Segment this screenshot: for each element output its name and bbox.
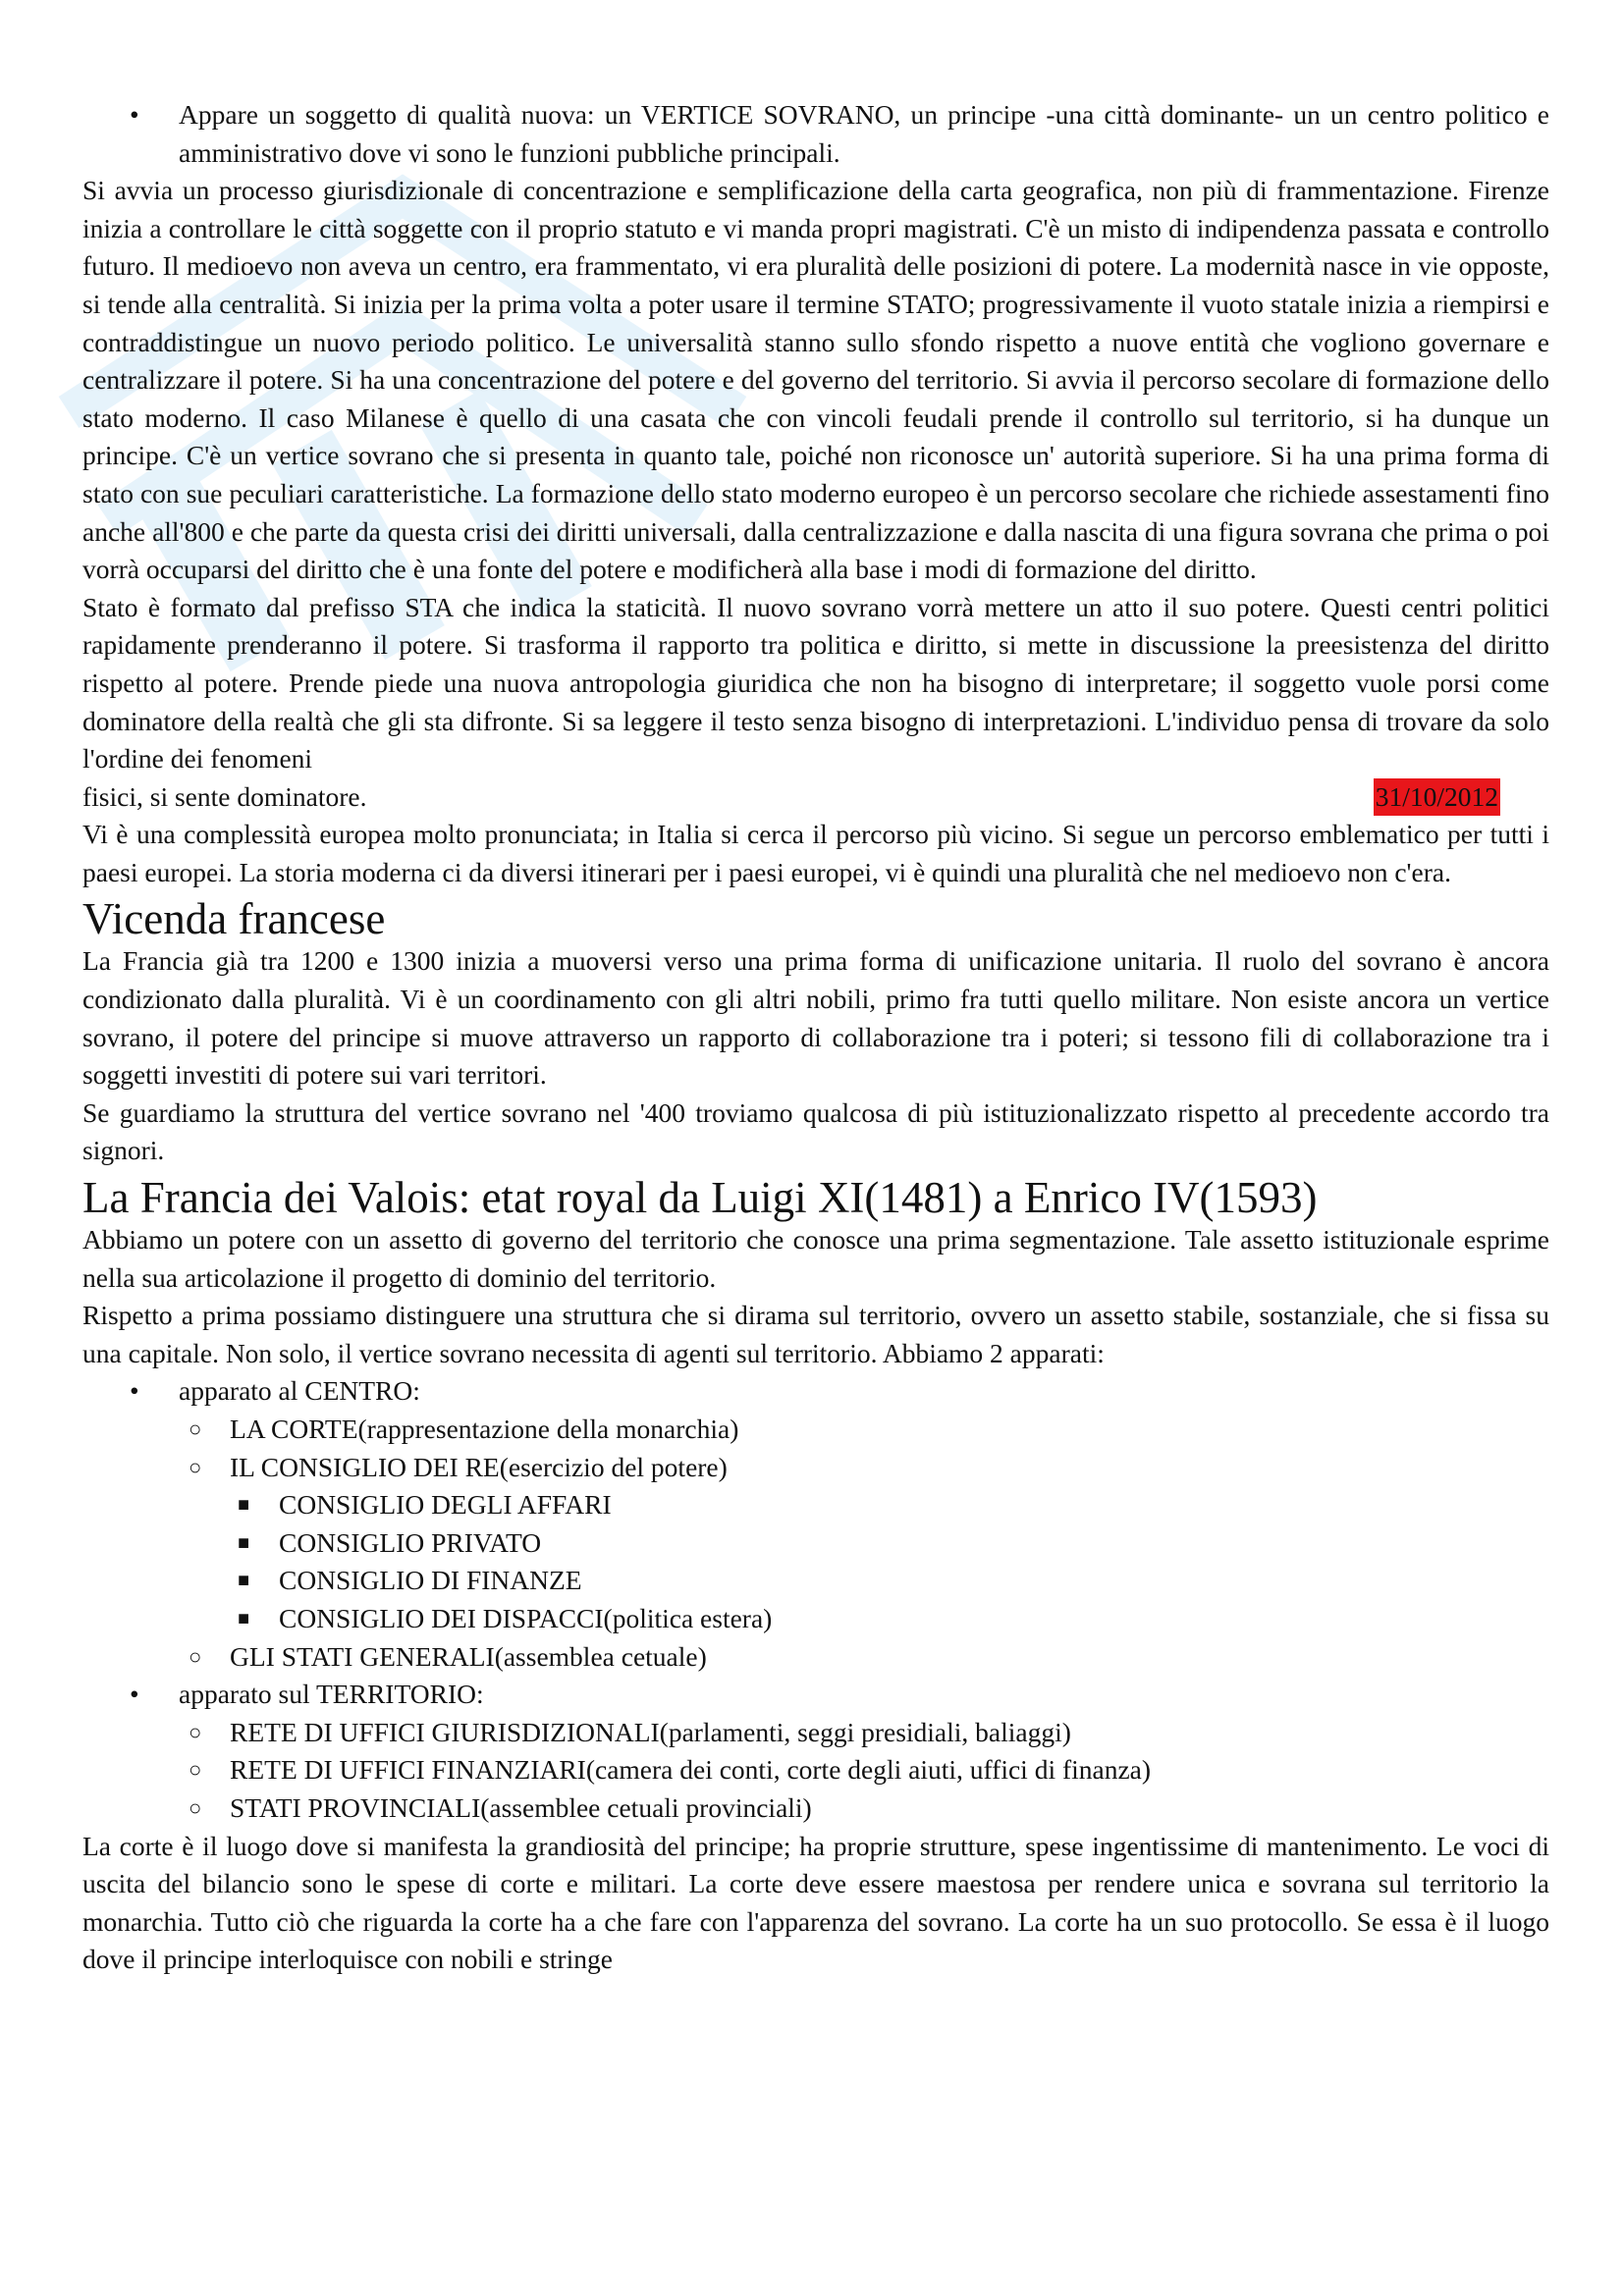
list-item: ○ IL CONSIGLIO DEI RE(esercizio del potere) <box>82 1449 1549 1487</box>
square-bullet-icon: ■ <box>238 1570 250 1592</box>
paragraph: La Francia già tra 1200 e 1300 inizia a muoversi verso una prima forma di unificazione unitaria. Il ruolo del sovrano è ancora condizionato dalla pluralità. Vi è un coordinamento con gli altri nobili, primo fra tutti quello militare. Non esiste ancora un vertice sovrano, il potere del principe si muove attraverso un rapporto di collaborazione tra i poteri; si tessono fili di collaborazione tra i soggetti investiti di potere sui vari territori. <box>82 945 1549 1091</box>
intro-bullet: • Appare un soggetto di qualità nuova: un VERTICE SOVRANO, un principe -una città dominante- un un centro politico e amministrativo dove vi sono le funzioni pubbliche principali. <box>82 96 1549 172</box>
paragraph: La corte è il luogo dove si manifesta la grandiosità del principe; ha proprie strutture, spese ingentissime di mantenimento. Le voci di uscita del bilancio sono le spese di corte e militari. La corte deve essere maestosa per rendere unica e sovrana sul territorio la monarchia. Tutto ciò che riguarda la corte ha a che fare con l'apparenza del sovrano. La corte ha un suo protocollo. Se essa è il luogo dove il principe interloquisce con nobili e stringe <box>82 1830 1549 1975</box>
circle-bullet-icon: ○ <box>189 1757 202 1783</box>
list-item: • apparato sul TERRITORIO: <box>82 1676 1549 1714</box>
date-highlight: 31/10/2012 <box>1374 778 1500 817</box>
square-bullet-icon: ■ <box>238 1531 250 1554</box>
list-item: ■ CONSIGLIO DEGLI AFFARI <box>82 1486 1549 1524</box>
bullet-icon: • <box>130 1679 139 1710</box>
paragraph-last-line: fisici, si sente dominatore. 31/10/2012 <box>82 778 1549 817</box>
list-item: • apparato al CENTRO: <box>82 1372 1549 1411</box>
list-item: ○ STATI PROVINCIALI(assemblee cetuali provinciali) <box>82 1789 1549 1828</box>
list-item: ■ CONSIGLIO DEI DISPACCI(politica estera) <box>82 1600 1549 1638</box>
bullet-icon: • <box>130 1375 139 1407</box>
document-page <box>82 96 1549 1979</box>
list-item: ○ RETE DI UFFICI FINANZIARI(camera dei conti, corte degli aiuti, uffici di finanza) <box>82 1751 1549 1789</box>
list-item: ■ CONSIGLIO PRIVATO <box>82 1524 1549 1563</box>
paragraph: Stato è formato dal prefisso STA che indica la staticità. Il nuovo sovrano vorrà mettere un atto il suo potere. Questi centri politici rapidamente prenderanno il potere. Si trasforma il rapporto tra politica e diritto, si mette in discussione la preesistenza del diritto rispetto al potere. Prende piede una nuova antropologia giuridica che non ha bisogno di interpretare; il soggetto vuole porsi come dominatore della realtà che gli sta difronte. Si sa leggere il testo senza bisogno di interpretazioni. L'individuo pensa di trovare da solo l'ordine dei fenomeni <box>82 591 1549 774</box>
list-item: ■ CONSIGLIO DI FINANZE <box>82 1562 1549 1600</box>
square-bullet-icon: ■ <box>238 1607 250 1629</box>
bullet-icon: • <box>130 99 139 130</box>
circle-bullet-icon: ○ <box>189 1643 202 1669</box>
heading-francia-valois: La Francia dei Valois: etat royal da Luigi XI(1481) a Enrico IV(1593) <box>82 1173 1318 1223</box>
paragraph: Abbiamo un potere con un assetto di governo del territorio che conosce una prima segmentazione. Tale assetto istituzionale esprime nella sua articolazione il progetto di dominio del territorio. <box>82 1224 1549 1293</box>
paragraph: Rispetto a prima possiamo distinguere una struttura che si dirama sul territorio, ovvero un assetto stabile, sostanziale, che si fissa su una capitale. Non solo, il vertice sovrano necessita di agenti sul territorio. Abbiamo 2 apparati: <box>82 1300 1549 1368</box>
paragraph: Se guardiamo la struttura del vertice sovrano nel '400 troviamo qualcosa di più istituzionalizzato rispetto al precedente accordo tra signori. <box>82 1096 1549 1166</box>
circle-bullet-icon: ○ <box>189 1454 202 1479</box>
paragraph: Vi è una complessità europea molto pronunciata; in Italia si cerca il percorso più vicino. Si segue un percorso emblematico per tutti i paesi europei. La storia moderna ci da diversi itinerari per i paesi europei, vi è quindi una pluralità che nel medioevo non c'era. <box>82 819 1549 887</box>
heading-vicenda-francese: Vicenda francese <box>82 894 386 944</box>
list-item: ○ GLI STATI GENERALI(assemblea cetuale) <box>82 1638 1549 1677</box>
circle-bullet-icon: ○ <box>189 1416 202 1441</box>
paragraph: Si avvia un processo giurisdizionale di concentrazione e semplificazione della carta geografica, non più di frammentazione. Firenze inizia a controllare le città soggette con il proprio statuto e vi manda propri magistrati. C'è un misto di indipendenza passata e controllo futuro. Il medioevo non aveva un centro, era frammentato, vi era pluralità delle posizioni di potere. La modernità nasce in vie opposte, si tende alla centralità. Si inizia per la prima volta a poter usare il termine STATO; progressivamente il vuoto statale inizia a riempirsi e contraddistingue un nuovo periodo politico. Le universalità stanno sullo sfondo rispetto a nuove entità che vogliono governare e centralizzare il potere. Si ha una concentrazione del potere e del governo del territorio. Si avvia il percorso secolare di formazione dello stato moderno. Il caso Milanese è quello di una casata che con vincoli feudali prende il controllo sul territorio, si ha dunque un principe. C'è un vertice sovrano che si presenta in quanto tale, poiché non riconosce un' autorità superiore. Si ha una prima forma di stato con sue peculiari caratteristiche. La formazione dello stato moderno europeo è un percorso secolare che richiede assestamenti fino anche all'800 e che parte da questa crisi dei diritti universali, dalla centralizzazione e dalla nascita di una figura sovrana che prima o poi vorrà occuparsi del diritto che è una fonte del potere e modificherà alla base i modi di formazione del diritto. <box>82 175 1549 585</box>
square-bullet-icon: ■ <box>238 1494 250 1517</box>
apparati-outline <box>82 1372 1549 1827</box>
circle-bullet-icon: ○ <box>189 1719 202 1744</box>
list-item: ○ RETE DI UFFICI GIURISDIZIONALI(parlamenti, seggi presidiali, baliaggi) <box>82 1714 1549 1752</box>
list-item: ○ LA CORTE(rappresentazione della monarchia) <box>82 1411 1549 1449</box>
circle-bullet-icon: ○ <box>189 1794 202 1820</box>
